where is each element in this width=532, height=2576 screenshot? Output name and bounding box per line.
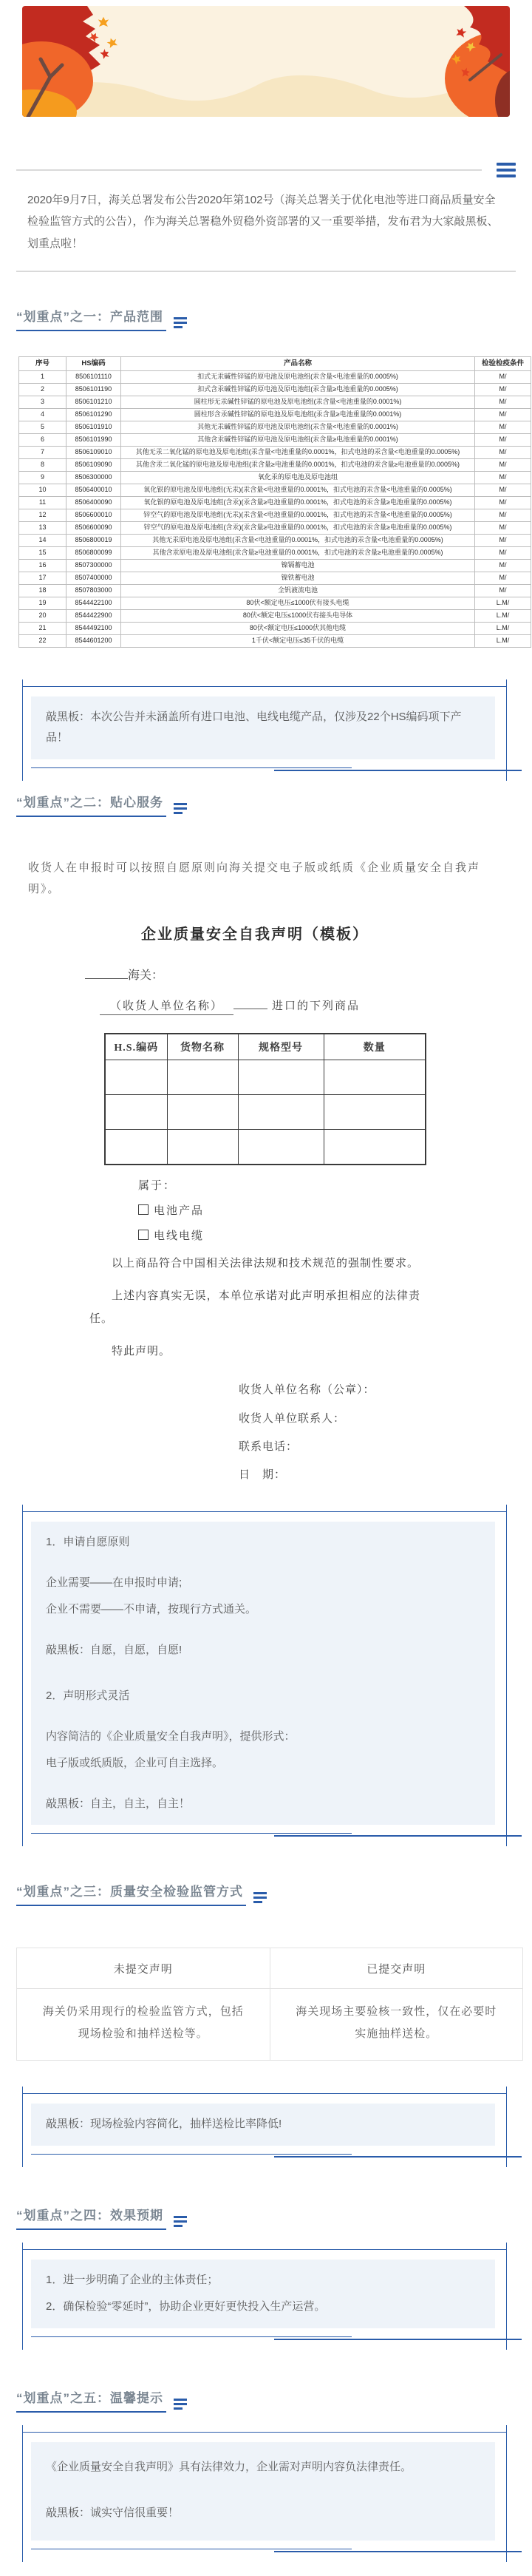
table-cell: 2: [19, 383, 66, 396]
callout-item-title: 1．申请自愿原则: [46, 1536, 130, 1549]
table-cell: 扣式无汞碱性锌锰的原电池及原电池组(汞含量<电池重量的0.0005%): [121, 370, 475, 383]
callout-supervision: [22, 2093, 507, 2160]
callout-text: 敲黑板：现场检验内容简化，抽样送检比率降低!: [46, 2118, 282, 2131]
table-row: [19, 509, 531, 521]
table-cell: 氧化汞的原电池及原电池组: [121, 471, 475, 484]
sign-company-line: 收货人单位名称（公章）：: [239, 1384, 375, 1397]
callout-text: 电子版或纸质版，企业可自主选择。: [46, 1757, 224, 1770]
service-paragraph: 收货人在申报时可以按照自愿原则向海关提交电子版或纸质《企业质量安全自我声明》。: [28, 861, 481, 895]
table-cell: 8506400090: [66, 496, 121, 509]
table-row: [19, 446, 531, 458]
menu-icon: [174, 803, 187, 814]
table-cell: 8506101290: [66, 408, 121, 421]
table-cell: L.M/: [475, 622, 531, 634]
table-cell: 22: [19, 634, 66, 647]
table-row: [17, 1989, 523, 2061]
column-header: 规格型号: [238, 1034, 324, 1060]
table-cell: 8544422900: [66, 609, 121, 622]
belongs-label: 属于：: [138, 1180, 177, 1193]
table-row: [19, 370, 531, 383]
menu-icon: [174, 317, 187, 328]
menu-icon: [253, 1892, 267, 1903]
form-compliance-text: 以上商品符合中国相关法律法规和技术规范的强制性要求。: [112, 1258, 420, 1270]
sign-contact-line: 收货人单位联系人：: [239, 1412, 346, 1425]
table-cell: 全钒液流电池: [121, 584, 475, 597]
table-cell: M/: [475, 471, 531, 484]
table-row: [19, 521, 531, 534]
table-cell: 镍镉蓄电池: [121, 559, 475, 572]
table-cell: 其他无汞碱性锌锰的原电池及原电池组(汞含量<电池重量的0.0001%): [121, 421, 475, 433]
column-header: HS编码: [66, 356, 121, 370]
form-consignee-line: （收货人单位名称） 进口的下列商品: [100, 997, 432, 1015]
table-row: [19, 471, 531, 484]
table-cell: 4: [19, 408, 66, 421]
table-row: [19, 496, 531, 509]
table-cell: 7: [19, 446, 66, 458]
table-row: [19, 572, 531, 584]
table-cell: 圆柱形无汞碱性锌锰的原电池及原电池组(汞含量<电池重量的0.0001%): [121, 396, 475, 408]
form-customs-line: 海关：: [85, 966, 432, 983]
intro-paragraph: 2020年9月7日，海关总署发布公告2020年第102号（海关总署关于优化电池等进口商品质量安全检验监管方式的公告），作为海关总署稳外贸稳外资部署的又一重要举措，发布君为大家敲黑板、划重点啦！: [27, 194, 499, 250]
checkbox-icon: [138, 1204, 149, 1215]
table-cell: 1: [19, 370, 66, 383]
table-cell: 8506109090: [66, 458, 121, 471]
table-cell: 8507803000: [66, 584, 121, 597]
table-row: [105, 1060, 426, 1095]
table-cell: 8506600090: [66, 521, 121, 534]
section-heading-5: [16, 2387, 516, 2413]
table-cell: M/: [475, 433, 531, 446]
sign-date-line: 日 期：: [239, 1469, 287, 1481]
menu-icon: [497, 163, 516, 177]
table-cell: 21: [19, 622, 66, 634]
column-header: H.S.编码: [105, 1034, 167, 1060]
callout-effect: [22, 2249, 507, 2343]
table-cell: 氧化银的原电池及原电池组(含汞)(汞含量≥电池重量的0.0001%，扣式电池的汞含量≥电池重量的0.0005%): [121, 496, 475, 509]
table-cell: 80伏<额定电压≤1000伏有接头电缆: [121, 597, 475, 609]
column-header: 检验检疫条件: [475, 356, 531, 370]
table-cell: 8544492100: [66, 622, 121, 634]
callout-text: 《企业质量安全自我声明》具有法律效力，企业需对声明内容负法律责任。: [46, 2460, 412, 2473]
table-cell: 80伏<额定电压≤1000伏其他电缆: [121, 622, 475, 634]
table-row: [19, 383, 531, 396]
section-title: “划重点”之五：温馨提示: [16, 2387, 166, 2413]
table-cell: M/: [475, 521, 531, 534]
table-row: [19, 421, 531, 433]
callout-text: 企业不需要——不申请，按现行方式通关。: [46, 1603, 257, 1616]
table-cell: M/: [475, 534, 531, 546]
table-cell: M/: [475, 396, 531, 408]
table-row: [19, 534, 531, 546]
table-row: [19, 546, 531, 559]
callout-note: 敲黑板：自主，自主，自主！: [46, 1797, 191, 1810]
table-cell: 20: [19, 609, 66, 622]
table-cell: M/: [475, 496, 531, 509]
table-cell: 1千伏<额定电压≤35千伏的电缆: [121, 634, 475, 647]
callout-text: 1．进一步明确了企业的主体责任；: [46, 2273, 219, 2286]
table-cell: M/: [475, 559, 531, 572]
table-cell: 8506101110: [66, 370, 121, 383]
table-row: [19, 433, 531, 446]
table-cell: L.M/: [475, 597, 531, 609]
declaration-form-image: [78, 922, 432, 1489]
table-cell: 氧化银的原电池及原电池组(无汞)(汞含量<电池重量的0.0001%，扣式电池的汞含量<电池重量的0.0005%): [121, 484, 475, 496]
table-cell: 其他无汞原电池及原电池组(汞含量<电池重量的0.0001%，扣式电池的汞含量<电池重量的0.0005%): [121, 534, 475, 546]
column-header: 货物名称: [167, 1034, 238, 1060]
table-cell: 扣式含汞碱性锌锰的原电池及原电池组(汞含量≥电池重量的0.0005%): [121, 383, 475, 396]
callout-service-details: [22, 1511, 507, 1840]
callout-product-scope: [22, 686, 507, 774]
form-signature-block: [239, 1376, 432, 1489]
table-cell: 8506101190: [66, 383, 121, 396]
checkbox-icon: [138, 1230, 149, 1240]
table-cell: M/: [475, 572, 531, 584]
table-cell: 5: [19, 421, 66, 433]
divider-line: [16, 169, 482, 171]
column-header: 未提交声明: [17, 1948, 270, 1989]
callout-text: 企业需要——在申报时申请;: [46, 1576, 183, 1589]
autumn-banner-image: [22, 6, 510, 117]
table-cell: M/: [475, 383, 531, 396]
table-cell: 9: [19, 471, 66, 484]
blank-underline: [233, 998, 267, 1009]
callout-text: 内容简洁的《企业质量安全自我声明》，提供形式：: [46, 1729, 296, 1743]
callout-text: 敲黑板：本次公告并未涵盖所有进口电池、电线电缆产品，仅涉及22个HS编码项下产品！: [46, 710, 462, 745]
menu-icon: [174, 2399, 187, 2410]
table-cell: 12: [19, 509, 66, 521]
table-cell: 8507400000: [66, 572, 121, 584]
callout-note: 敲黑板：自愿，自愿，自愿!: [46, 1643, 183, 1656]
table-cell: 8506400010: [66, 484, 121, 496]
form-declare-text: 特此声明。: [112, 1345, 171, 1358]
table-cell: 8506109010: [66, 446, 121, 458]
table-cell: 8506800019: [66, 534, 121, 546]
table-cell: M/: [475, 421, 531, 433]
table-row: [19, 584, 531, 597]
table-cell: 镍铁蓄电池: [121, 572, 475, 584]
table-cell: 80伏<额定电压≤1000伏有接头电导体: [121, 609, 475, 622]
column-header: 已提交声明: [270, 1948, 523, 1989]
table-row: [19, 458, 531, 471]
table-cell: M/: [475, 446, 531, 458]
section-title: “划重点”之四：效果预期: [16, 2205, 166, 2230]
form-truth-text: 上述内容真实无误，本单位承诺对此声明承担相应的法律责任。: [89, 1290, 420, 1325]
table-cell: 其他含汞原电池及原电池组(汞含量≥电池重量的0.0001%，扣式电池的汞含量≥电池重量的0.0005%): [121, 546, 475, 559]
table-header-row: [19, 356, 531, 370]
supervision-comparison-table: [16, 1948, 523, 2061]
section-heading-3: [16, 1881, 516, 1906]
table-cell: 8506101210: [66, 396, 121, 408]
table-cell: 13: [19, 521, 66, 534]
table-cell: 其他含汞碱性锌锰的原电池及原电池组(汞含量≥电池重量的0.0001%): [121, 433, 475, 446]
table-cell: 8506101990: [66, 433, 121, 446]
blank-underline: [85, 968, 128, 979]
section-title: “划重点”之一：产品范围: [16, 306, 166, 331]
table-row: [105, 1095, 426, 1130]
table-cell: 海关现场主要验核一致性，仅在必要时实施抽样送检。: [270, 1989, 523, 2061]
table-header-row: [105, 1034, 426, 1060]
table-cell: 8544422100: [66, 597, 121, 609]
sign-phone-line: 联系电话：: [239, 1440, 299, 1453]
table-cell: 锌空气的原电池及原电池组(无汞)(汞含量<电池重量的0.0001%，扣式电池的汞含量<电池重量的0.0005%): [121, 509, 475, 521]
table-row: [19, 559, 531, 572]
column-header: 序号: [19, 356, 66, 370]
section-heading-1: [16, 306, 516, 331]
section-heading-4: [16, 2205, 516, 2230]
table-cell: 14: [19, 534, 66, 546]
table-row: [19, 484, 531, 496]
table-cell: 6: [19, 433, 66, 446]
checkbox-battery-products: 电池产品: [138, 1202, 432, 1218]
table-cell: M/: [475, 484, 531, 496]
table-cell: 8544601200: [66, 634, 121, 647]
section-title: “划重点”之二：贴心服务: [16, 792, 166, 817]
table-cell: 15: [19, 546, 66, 559]
form-title: 企业质量安全自我声明（模板）: [141, 926, 369, 943]
table-cell: 8: [19, 458, 66, 471]
table-cell: 其他含汞二氧化锰的原电池及原电池组(汞含量≥电池重量的0.0001%，扣式电池的汞含量≥电池重量的0.0005%): [121, 458, 475, 471]
table-cell: M/: [475, 370, 531, 383]
table-row: [19, 634, 531, 647]
table-cell: 8506800099: [66, 546, 121, 559]
table-cell: 圆柱形含汞碱性锌锰的原电池及原电池组(汞含量≥电池重量的0.0001%): [121, 408, 475, 421]
table-row: [19, 609, 531, 622]
form-goods-table: [104, 1033, 426, 1165]
table-cell: 10: [19, 484, 66, 496]
table-cell: 8506300000: [66, 471, 121, 484]
table-cell: L.M/: [475, 634, 531, 647]
table-cell: M/: [475, 509, 531, 521]
table-cell: 16: [19, 559, 66, 572]
table-cell: M/: [475, 408, 531, 421]
section-title: “划重点”之三：质量安全检验监管方式: [16, 1881, 246, 1906]
menu-icon: [174, 2216, 187, 2227]
table-cell: 17: [19, 572, 66, 584]
table-cell: 11: [19, 496, 66, 509]
table-cell: 3: [19, 396, 66, 408]
table-cell: M/: [475, 546, 531, 559]
table-cell: 19: [19, 597, 66, 609]
table-cell: 18: [19, 584, 66, 597]
divider-line: [16, 271, 516, 272]
table-cell: 8507300000: [66, 559, 121, 572]
callout-notice: [22, 2432, 507, 2555]
table-row: [19, 396, 531, 408]
column-header: 数量: [324, 1034, 426, 1060]
table-cell: 8506600010: [66, 509, 121, 521]
table-cell: 其他无汞二氧化锰的原电池及原电池组(汞含量<电池重量的0.0001%，扣式电池的汞含量<电池重量的0.0005%): [121, 446, 475, 458]
table-row: [19, 408, 531, 421]
callout-item-title: 2．声明形式灵活: [46, 1689, 130, 1703]
table-cell: M/: [475, 584, 531, 597]
table-cell: 海关仍采用现行的检验监管方式，包括现场检验和抽样送检等。: [17, 1989, 270, 2061]
table-cell: 锌空气的原电池及原电池组(含汞)(汞含量≥电池重量的0.0001%，扣式电池的汞含量≥电池重量的0.0005%): [121, 521, 475, 534]
table-cell: 8506101910: [66, 421, 121, 433]
table-cell: L.M/: [475, 609, 531, 622]
table-row: [19, 622, 531, 634]
checkbox-wires-cables: 电线电缆: [138, 1227, 432, 1243]
callout-note: 敲黑板：诚实守信很重要！: [46, 2506, 180, 2520]
table-header-row: [17, 1948, 523, 1989]
table-row: [19, 597, 531, 609]
callout-text: 2．确保检验“零延时”，协助企业更好更快投入生产运营。: [46, 2300, 326, 2314]
intro-block: [16, 163, 516, 272]
table-cell: M/: [475, 458, 531, 471]
table-row: [105, 1130, 426, 1165]
hs-code-product-table: [18, 356, 531, 648]
autumn-illustration: [22, 6, 510, 117]
section-heading-2: [16, 792, 516, 817]
column-header: 产品名称: [121, 356, 475, 370]
